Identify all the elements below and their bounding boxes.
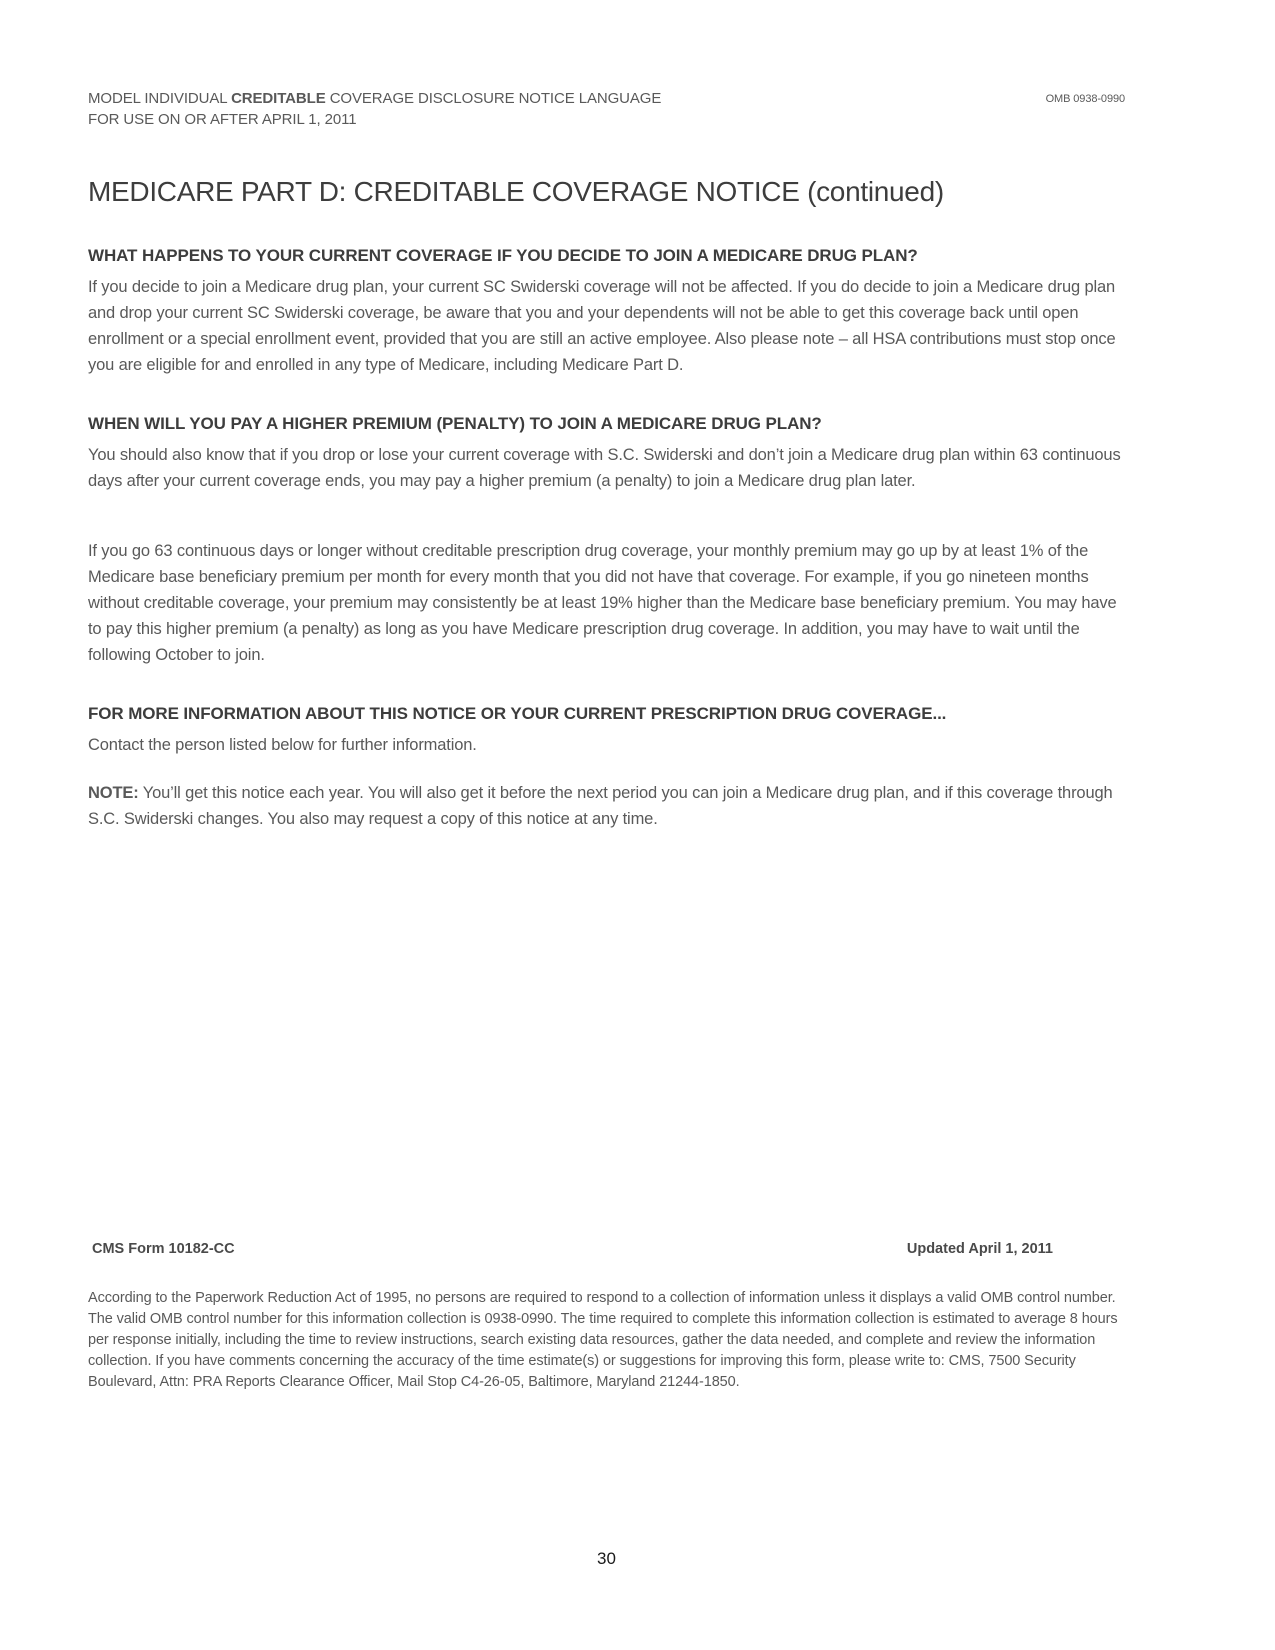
paperwork-reduction-notice: According to the Paperwork Reduction Act of 1995, no persons are required to respond to a collection of information unless it displays a valid OMB control number. The valid OMB control number for this information collection is 0938-0990. The time required to complete this information collection is estimated to average 8 hours per response initially, including the time to review instructions, search existing data resources, gather the data needed, and complete and review the information collection. If you have comments concerning the accuracy of the time estimate(s) or suggestions for improving this form, please write to: CMS, 7500 Security Boulevard, Attn: PRA Reports Clearance Officer, Mail Stop C4-26-05, Baltimore, Maryland 21244-1850. — [88, 1290, 1118, 1390]
section-more-information-paragraph: Contact the person listed below for further information. — [88, 736, 477, 754]
section-more-information-heading: FOR MORE INFORMATION ABOUT THIS NOTICE OR YOUR CURRENT PRESCRIPTION DRUG COVERAGE... — [88, 704, 947, 723]
section-higher-premium-heading: WHEN WILL YOU PAY A HIGHER PREMIUM (PENALTY) TO JOIN A MEDICARE DRUG PLAN? — [88, 414, 822, 433]
note-paragraph — [88, 780, 1125, 832]
note-text: You’ll get this notice each year. You will also get it before the next period you can join a Medicare drug plan, and if this coverage through S.C. Swiderski changes. You also may request a copy of this notice at any time. — [88, 784, 1113, 828]
header-line1-post: COVERAGE DISCLOSURE NOTICE LANGUAGE — [325, 90, 662, 107]
page-number: 30 — [597, 1549, 616, 1568]
updated-date: Updated April 1, 2011 — [906, 1241, 1053, 1257]
header-line1-pre: MODEL INDIVIDUAL — [88, 90, 232, 107]
document-footer — [88, 1240, 1125, 1393]
section-current-coverage — [88, 243, 1125, 378]
note-label: NOTE: — [88, 784, 139, 802]
section-more-information — [88, 701, 1125, 832]
section-current-coverage-paragraph: If you decide to join a Medicare drug plan, your current SC Swiderski coverage will not be affected. If you do decide to join a Medicare drug plan and drop your current SC Swiderski coverage, be aware that you and your dependents will not be able to get this coverage back until open enrollment or a special enrollment event, provided that you are still an active employee. Also please note – all HSA contributions must stop once you are eligible for and enrolled in any type of Medicare, including Medicare Part D. — [88, 278, 1116, 374]
section-current-coverage-heading: WHAT HAPPENS TO YOUR CURRENT COVERAGE IF YOU DECIDE TO JOIN A MEDICARE DRUG PLAN? — [88, 246, 918, 265]
section-higher-premium-paragraph-1: You should also know that if you drop or lose your current coverage with S.C. Swiderski and don’t join a Medicare drug plan within 63 continuous days after your current coverage ends, you may pay a higher premium (a penalty) to join a Medicare drug plan later. — [88, 446, 1121, 490]
section-higher-premium — [88, 411, 1125, 668]
page-title: MEDICARE PART D: CREDITABLE COVERAGE NOTICE (continued) — [88, 176, 944, 207]
footer-form-row — [88, 1240, 1125, 1259]
header-line-2: FOR USE ON OR AFTER APRIL 1, 2011 — [88, 111, 357, 128]
header-line1-bold: CREDITABLE — [231, 90, 326, 107]
document-header — [88, 88, 1125, 130]
header-line-1 — [88, 88, 661, 109]
omb-control-number: OMB 0938-0990 — [1045, 93, 1125, 105]
section-higher-premium-paragraph-2: If you go 63 continuous days or longer without creditable prescription drug coverage, your monthly premium may go up by at least 1% of the Medicare base beneficiary premium per month for every month that you did not have that coverage. For example, if you go nineteen months without creditable coverage, your premium may consistently be at least 19% higher than the Medicare base beneficiary premium. You may have to pay this higher premium (a penalty) as long as you have Medicare prescription drug coverage. In addition, you may have to wait until the following October to join. — [88, 542, 1117, 664]
header-title-lines — [88, 88, 661, 130]
cms-form-number: CMS Form 10182-CC — [92, 1241, 235, 1257]
